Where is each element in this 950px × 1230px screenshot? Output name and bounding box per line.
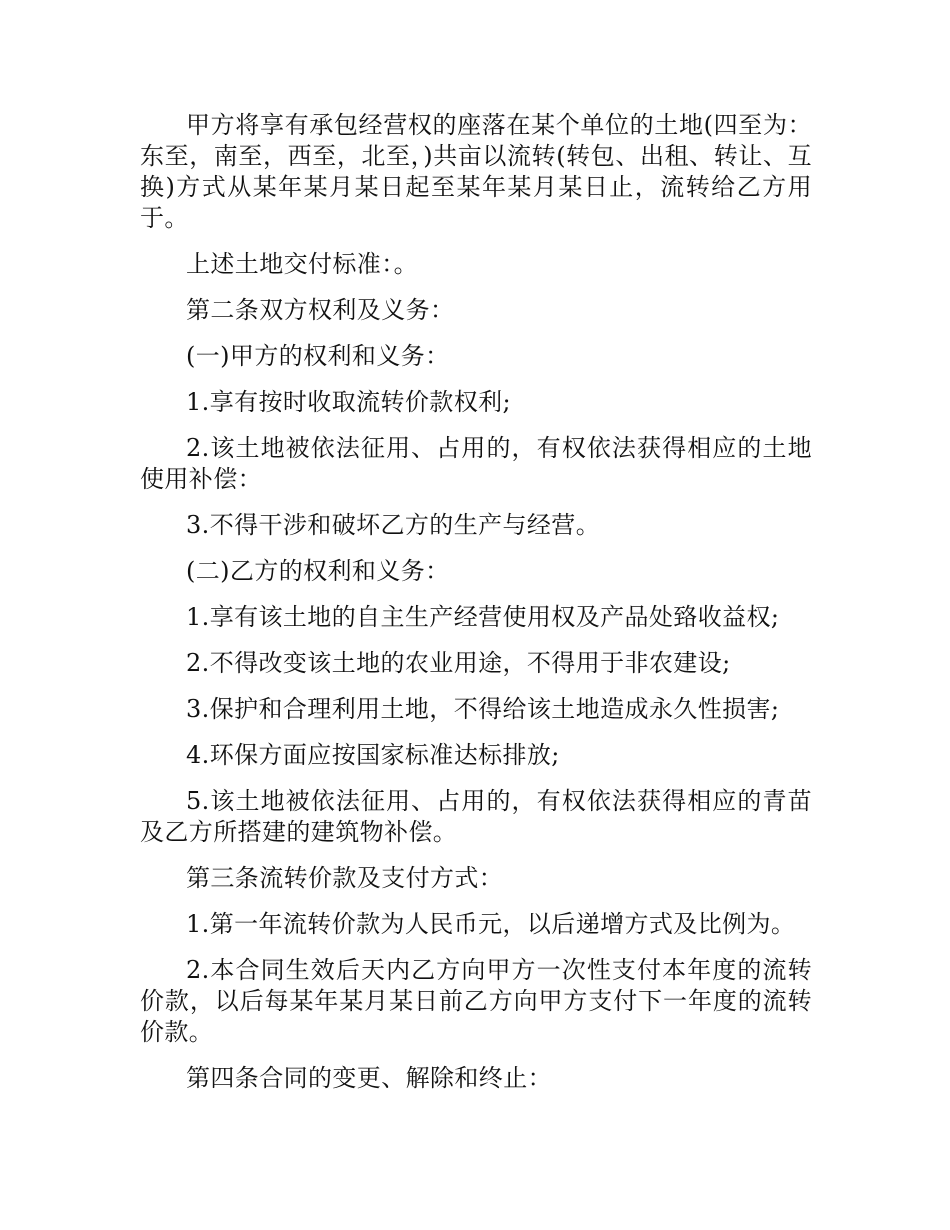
subheading-party-a-rights: (一)甲方的权利和义务： [186,342,450,370]
list-item-a-3: 3.不得干涉和破坏乙方的生产与经营。 [186,511,601,539]
list-item-b-4: 4.环保方面应按国家标准达标排放; [186,741,560,769]
list-item-b-2: 2.不得改变该土地的农业用途，不得用于非农建设; [186,649,731,677]
document-page [140,110,812,1109]
list-item-a-2: 2.该土地被依法征用、占用的，有权依法获得相应的土地使用补偿： [140,434,812,493]
list-item-b-1: 1.享有该土地的自主生产经营使用权及产品处臵收益权; [186,603,780,631]
paragraph-land-transfer-terms: 甲方将享有承包经营权的座落在某个单位的土地(四至为：东至，南至，西至，北至，)共亩以流转(转包、出租、转让、互换)方式从某年某月某日起至某年某月某日止，流转给乙方用于。 [140,111,812,232]
paragraph-delivery-standard: 上述土地交付标准：。 [186,250,418,278]
list-item-payment-2: 2.本合同生效后天内乙方向甲方一次性支付本年度的流转价款，以后每某年某月某日前乙方向甲方支付下一年度的流转价款。 [140,956,812,1046]
list-item-b-5: 5.该土地被依法征用、占用的，有权依法获得相应的青苗及乙方所搭建的建筑物补偿。 [140,787,812,846]
list-item-b-3: 3.保护和合理利用土地，不得给该土地造成永久性损害; [186,695,780,723]
list-item-a-1: 1.享有按时收取流转价款权利; [186,388,511,416]
heading-article-4: 第四条合同的变更、解除和终止： [186,1064,552,1092]
list-item-payment-1: 1.第一年流转价款为人民币元，以后递增方式及比例为。 [186,910,796,938]
subheading-party-b-rights: (二)乙方的权利和义务： [186,557,450,585]
heading-article-3: 第三条流转价款及支付方式： [186,864,504,892]
heading-article-2: 第二条双方权利及义务： [186,296,455,324]
